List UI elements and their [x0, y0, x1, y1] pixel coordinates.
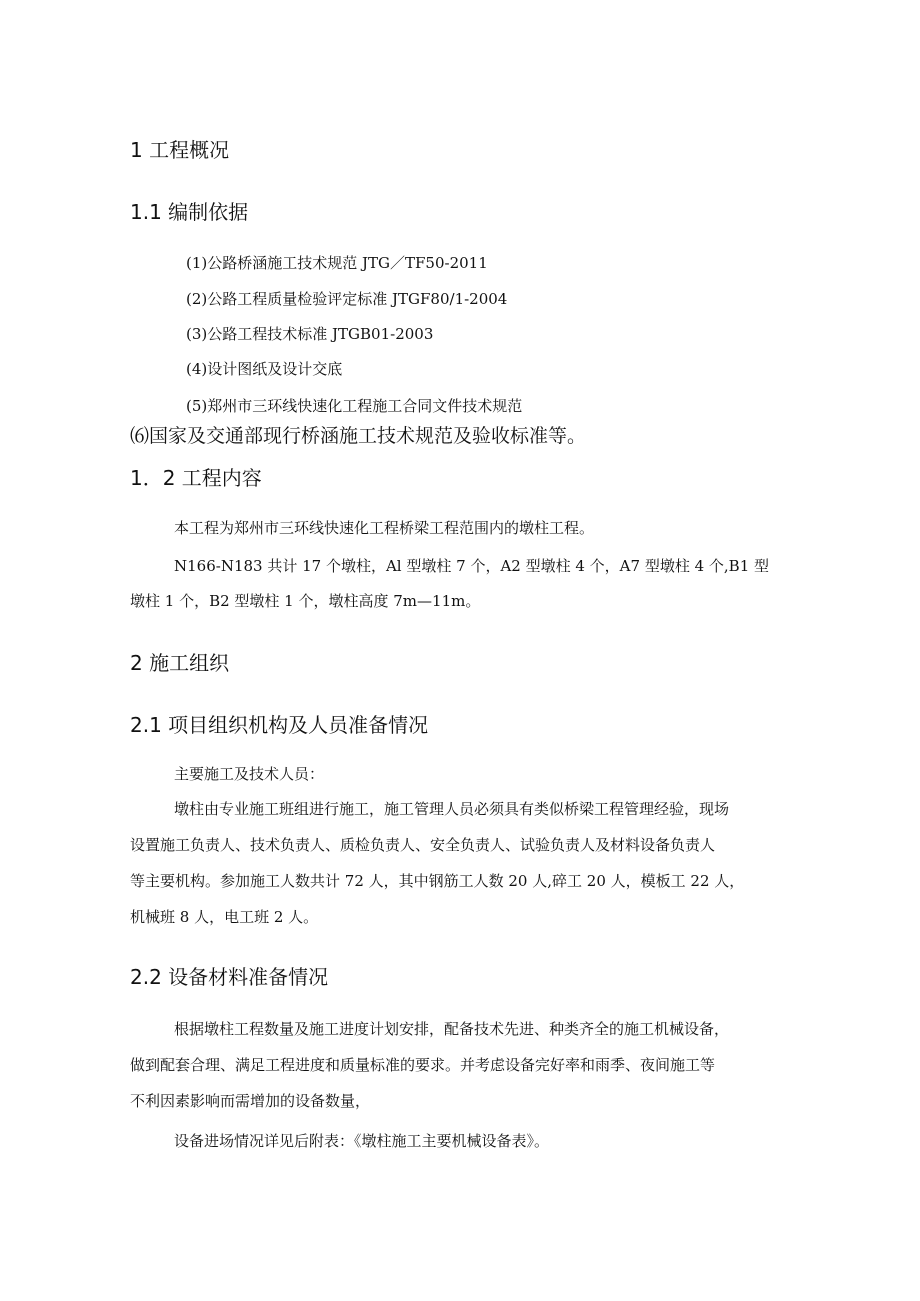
org-paragraph-2-line-1: 墩柱由专业施工班组进行施工，施工管理人员必须具有类似桥梁工程管理经验，现场 — [174, 800, 730, 818]
org-paragraph-1: 主要施工及技术人员： — [174, 765, 325, 783]
section-1-2-heading: 1．2 工程内容 — [130, 466, 262, 490]
org-paragraph-2-line-4: 机械班 8 人，电工班 2 人。 — [130, 908, 319, 926]
reference-item-6: ⑹国家及交通部现行桥涵施工技术规范及验收标准等。 — [130, 425, 587, 447]
reference-item-1: (1)公路桥涵施工技术规范 JTG／TF50-2011 — [186, 254, 488, 272]
section-1-heading: 1 工程概况 — [130, 138, 230, 162]
section-2-2-heading: 2.2 设备材料准备情况 — [130, 965, 329, 989]
equip-paragraph-2: 设备进场情况详见后附表：《墩柱施工主要机械设备表》。 — [174, 1132, 550, 1150]
section-1-1-heading: 1.1 编制依据 — [130, 200, 249, 224]
org-paragraph-2-line-2: 设置施工负责人、技术负责人、质检负责人、安全负责人、试验负责人及材料设备负责人 — [130, 836, 716, 854]
section-2-1-heading: 2.1 项目组织机构及人员准备情况 — [130, 713, 429, 737]
section-2-heading: 2 施工组织 — [130, 651, 230, 675]
content-paragraph-2-line-2: 墩柱 1 个，B2 型墩柱 1 个，墩柱高度 7m—11m。 — [130, 592, 481, 610]
reference-item-2: (2)公路工程质量检验评定标准 JTGF80/1-2004 — [186, 290, 508, 308]
equip-paragraph-1-line-1: 根据墩柱工程数量及施工进度计划安排，配备技术先进、种类齐全的施工机械设备， — [174, 1020, 730, 1038]
equip-paragraph-1-line-2: 做到配套合理、满足工程进度和质量标准的要求。并考虑设备完好率和雨季、夜间施工等 — [130, 1056, 716, 1074]
reference-item-3: (3)公路工程技术标准 JTGB01-2003 — [186, 325, 434, 343]
reference-item-4: (4)设计图纸及设计交底 — [186, 360, 343, 378]
org-paragraph-2-line-3: 等主要机构。参加施工人数共计 72 人，其中钢筋工人数 20 人,碎工 20 人，模板工 22 人， — [130, 872, 745, 890]
content-paragraph-1: 本工程为郑州市三环线快速化工程桥梁工程范围内的墩柱工程。 — [174, 519, 595, 537]
reference-item-5: (5)郑州市三环线快速化工程施工合同文件技术规范 — [186, 397, 523, 415]
content-paragraph-2-line-1: N166-N183 共计 17 个墩柱，Al 型墩柱 7 个，A2 型墩柱 4 个，A7 型墩柱 4 个,B1 型 — [174, 557, 769, 575]
equip-paragraph-1-line-3: 不利因素影响而需增加的设备数量， — [130, 1092, 371, 1110]
